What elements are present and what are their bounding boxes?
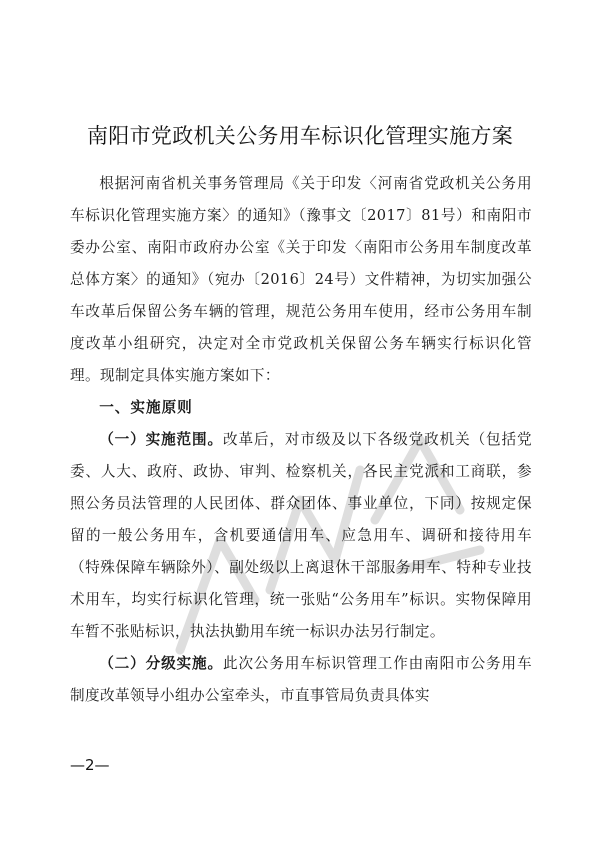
intro-paragraph: 根据河南省机关事务管理局《关于印发〈河南省党政机关公务用车标识化管理实施方案〉的通知》（豫事文〔2017〕81号）和南阳市委办公室、南阳市政府办公室《关于印发〈南阳市公务用车制度改革总体方案〉的通知》（宛办〔2016〕24号）文件精神，为切实加强公车改革后保留公务车辆的管理，规范公务用车使用，经市公务用车制度改革小组研究，决定对全市党政机关保留公务车辆实行标识化管理。现制定具体实施方案如下： — [70, 175, 532, 384]
page-number: —2— — [70, 756, 110, 774]
document-title: 南阳市党政机关公务用车标识化管理实施方案 — [87, 124, 513, 148]
item-label-1: （一）实施范围。 — [99, 431, 223, 448]
document-body — [70, 168, 532, 712]
section-heading: 一、实施原则 — [99, 399, 193, 416]
item-text-1: 改革后，对市级及以下各级党政机关（包括党委、人大、政府、政协、审判、检察机关，各民主党派和工商联，参照公务员法管理的人民团体、群众团体、事业单位，下同）按规定保留的一般公务用车，含机要通信用车、应急用车、调研和接待用车（特殊保障车辆除外）、副处级以上离退休干部服务用车、特种专业技术用车，均实行标识化管理，统一张贴“公务用车”标识。实物保障用车暂不张贴标识，执法执勤用车统一标识办法另行制定。 — [70, 431, 532, 640]
item-text-2: 此次公务用车标识管理工作由南阳市公务用车制度改革领导小组办公室牵头，市直事管局负责具体实 — [70, 655, 532, 704]
item-paragraph-2 — [70, 648, 532, 712]
item-label-2: （二）分级实施。 — [99, 655, 223, 672]
item-paragraph-1 — [70, 424, 532, 648]
